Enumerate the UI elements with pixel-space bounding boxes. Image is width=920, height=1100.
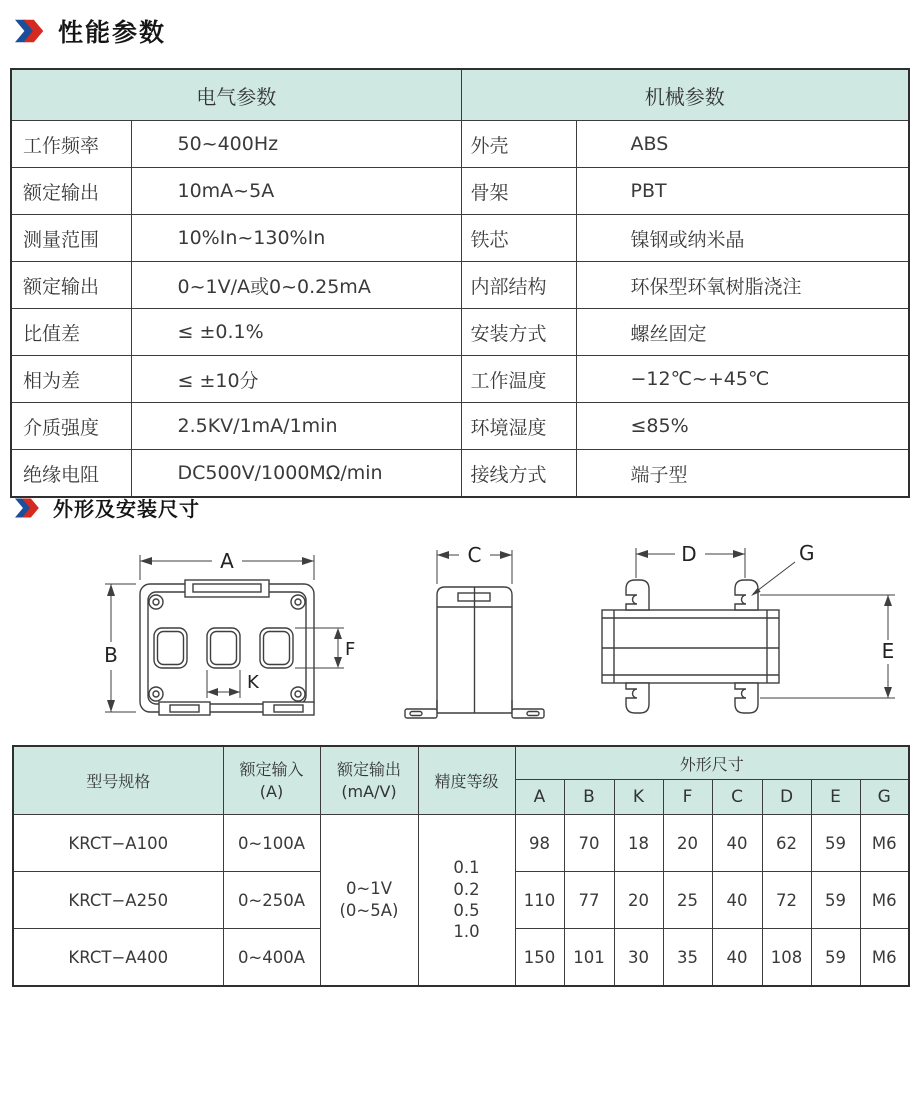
side-view-drawing	[395, 542, 545, 740]
spec-header-row	[13, 746, 909, 780]
output-line: 0~1V	[345, 878, 393, 898]
dim-col-f: F	[663, 780, 712, 815]
table-row	[11, 215, 909, 262]
dim-cell: 25	[663, 872, 712, 929]
dim-cell: 108	[762, 929, 811, 987]
dim-col-d: D	[762, 780, 811, 815]
param-label: 介质强度	[11, 403, 131, 450]
input-cell: 0~100A	[223, 815, 320, 872]
dim-cell: 40	[712, 929, 762, 987]
dim-col-e: E	[811, 780, 860, 815]
param-label: 工作温度	[461, 356, 576, 403]
param-value: 环保型环氧树脂浇注	[576, 262, 909, 309]
table-row	[11, 168, 909, 215]
section-title-text: 外形及安装尺寸	[53, 497, 200, 521]
table-row	[11, 356, 909, 403]
param-label: 额定输出	[11, 168, 131, 215]
param-label: 接线方式	[461, 450, 576, 498]
table-row	[11, 121, 909, 168]
param-value: 镍钢或纳米晶	[576, 215, 909, 262]
col-header-rated-output	[320, 746, 418, 815]
dim-cell: 59	[811, 872, 860, 929]
dim-cell: 59	[811, 815, 860, 872]
model-spec-table	[12, 745, 910, 987]
param-value: 0~1V/A或0~0.25mA	[131, 262, 461, 309]
param-label: 骨架	[461, 168, 576, 215]
param-value: DC500V/1000MΩ/min	[131, 450, 461, 498]
dim-cell: M6	[860, 815, 909, 872]
col-header-line: 额定输入	[239, 759, 304, 779]
table-header-row	[11, 69, 909, 121]
param-value: 螺丝固定	[576, 309, 909, 356]
table-row	[11, 262, 909, 309]
dim-label-e: E	[881, 639, 895, 663]
param-value: −12℃~+45℃	[576, 356, 909, 403]
dim-cell: 18	[614, 815, 663, 872]
dim-cell: 20	[663, 815, 712, 872]
dim-label-f: F	[345, 639, 356, 660]
col-header-line: (mA/V)	[341, 781, 397, 801]
param-label: 环境湿度	[461, 403, 576, 450]
dim-label-d: D	[681, 542, 697, 566]
model-cell: KRCT−A400	[13, 929, 223, 987]
col-header-model: 型号规格	[13, 746, 223, 815]
col-header-line: 额定输出	[336, 759, 401, 779]
dim-label-c: C	[467, 543, 482, 567]
param-value: PBT	[576, 168, 909, 215]
param-value: ≤85%	[576, 403, 909, 450]
accuracy-value: 0.1	[453, 858, 480, 878]
col-header-line: (A)	[259, 781, 284, 801]
param-label: 额定输出	[11, 262, 131, 309]
param-label: 铁芯	[461, 215, 576, 262]
dim-col-a: A	[515, 780, 564, 815]
dim-cell: 98	[515, 815, 564, 872]
param-label: 比值差	[11, 309, 131, 356]
dim-label-a: A	[220, 549, 234, 573]
dim-cell: 77	[564, 872, 614, 929]
merged-output-cell	[320, 815, 418, 987]
param-value: 10%In~130%In	[131, 215, 461, 262]
model-cell: KRCT−A100	[13, 815, 223, 872]
dim-col-b: B	[564, 780, 614, 815]
dim-cell: 62	[762, 815, 811, 872]
section-title-dimensions	[15, 493, 200, 522]
dim-cell: 70	[564, 815, 614, 872]
dim-cell: 20	[614, 872, 663, 929]
dim-cell: 59	[811, 929, 860, 987]
front-view-drawing	[92, 542, 360, 740]
col-header-dimensions: 外形尺寸	[515, 746, 909, 780]
param-value: 端子型	[576, 450, 909, 498]
dim-cell: 72	[762, 872, 811, 929]
param-value: ≤ ±10分	[131, 356, 461, 403]
dimension-drawings	[0, 536, 920, 741]
param-value: ABS	[576, 121, 909, 168]
param-label: 测量范围	[11, 215, 131, 262]
dim-label-g: G	[799, 541, 815, 565]
param-label: 安装方式	[461, 309, 576, 356]
output-line: (0~5A)	[339, 901, 399, 920]
param-label: 相为差	[11, 356, 131, 403]
param-label: 绝缘电阻	[11, 450, 131, 498]
section-title-performance	[15, 13, 166, 49]
param-value: ≤ ±0.1%	[131, 309, 461, 356]
table-row	[11, 309, 909, 356]
dim-col-k: K	[614, 780, 663, 815]
accuracy-value: 1.0	[453, 922, 480, 942]
table-row	[13, 815, 909, 872]
model-cell: KRCT−A250	[13, 872, 223, 929]
dim-label-k: K	[247, 672, 259, 693]
col-header-rated-input	[223, 746, 320, 815]
dim-col-c: C	[712, 780, 762, 815]
dim-cell: M6	[860, 929, 909, 987]
param-value: 50~400Hz	[131, 121, 461, 168]
dim-col-g: G	[860, 780, 909, 815]
param-label: 内部结构	[461, 262, 576, 309]
accuracy-value: 0.5	[453, 901, 480, 920]
mechanical-params-header: 机械参数	[461, 69, 909, 121]
dim-cell: 40	[712, 872, 762, 929]
dim-cell: 35	[663, 929, 712, 987]
param-value: 10mA~5A	[131, 168, 461, 215]
parameters-table	[10, 68, 910, 498]
param-value: 2.5KV/1mA/1min	[131, 403, 461, 450]
double-chevron-icon	[15, 19, 47, 43]
dim-cell: 40	[712, 815, 762, 872]
dim-cell: M6	[860, 872, 909, 929]
table-row	[11, 450, 909, 498]
dim-cell: 150	[515, 929, 564, 987]
accuracy-value: 0.2	[453, 879, 480, 899]
dim-cell: 30	[614, 929, 663, 987]
col-header-accuracy: 精度等级	[418, 746, 515, 815]
double-chevron-icon	[15, 498, 42, 518]
input-cell: 0~400A	[223, 929, 320, 987]
dim-label-b: B	[104, 643, 118, 667]
electrical-params-header: 电气参数	[11, 69, 461, 121]
param-label: 外壳	[461, 121, 576, 168]
dim-cell: 110	[515, 872, 564, 929]
input-cell: 0~250A	[223, 872, 320, 929]
page-title: 性能参数	[58, 18, 167, 47]
param-label: 工作频率	[11, 121, 131, 168]
dim-cell: 101	[564, 929, 614, 987]
mounting-view-drawing	[585, 538, 917, 736]
table-row	[11, 403, 909, 450]
merged-accuracy-cell	[418, 815, 515, 987]
